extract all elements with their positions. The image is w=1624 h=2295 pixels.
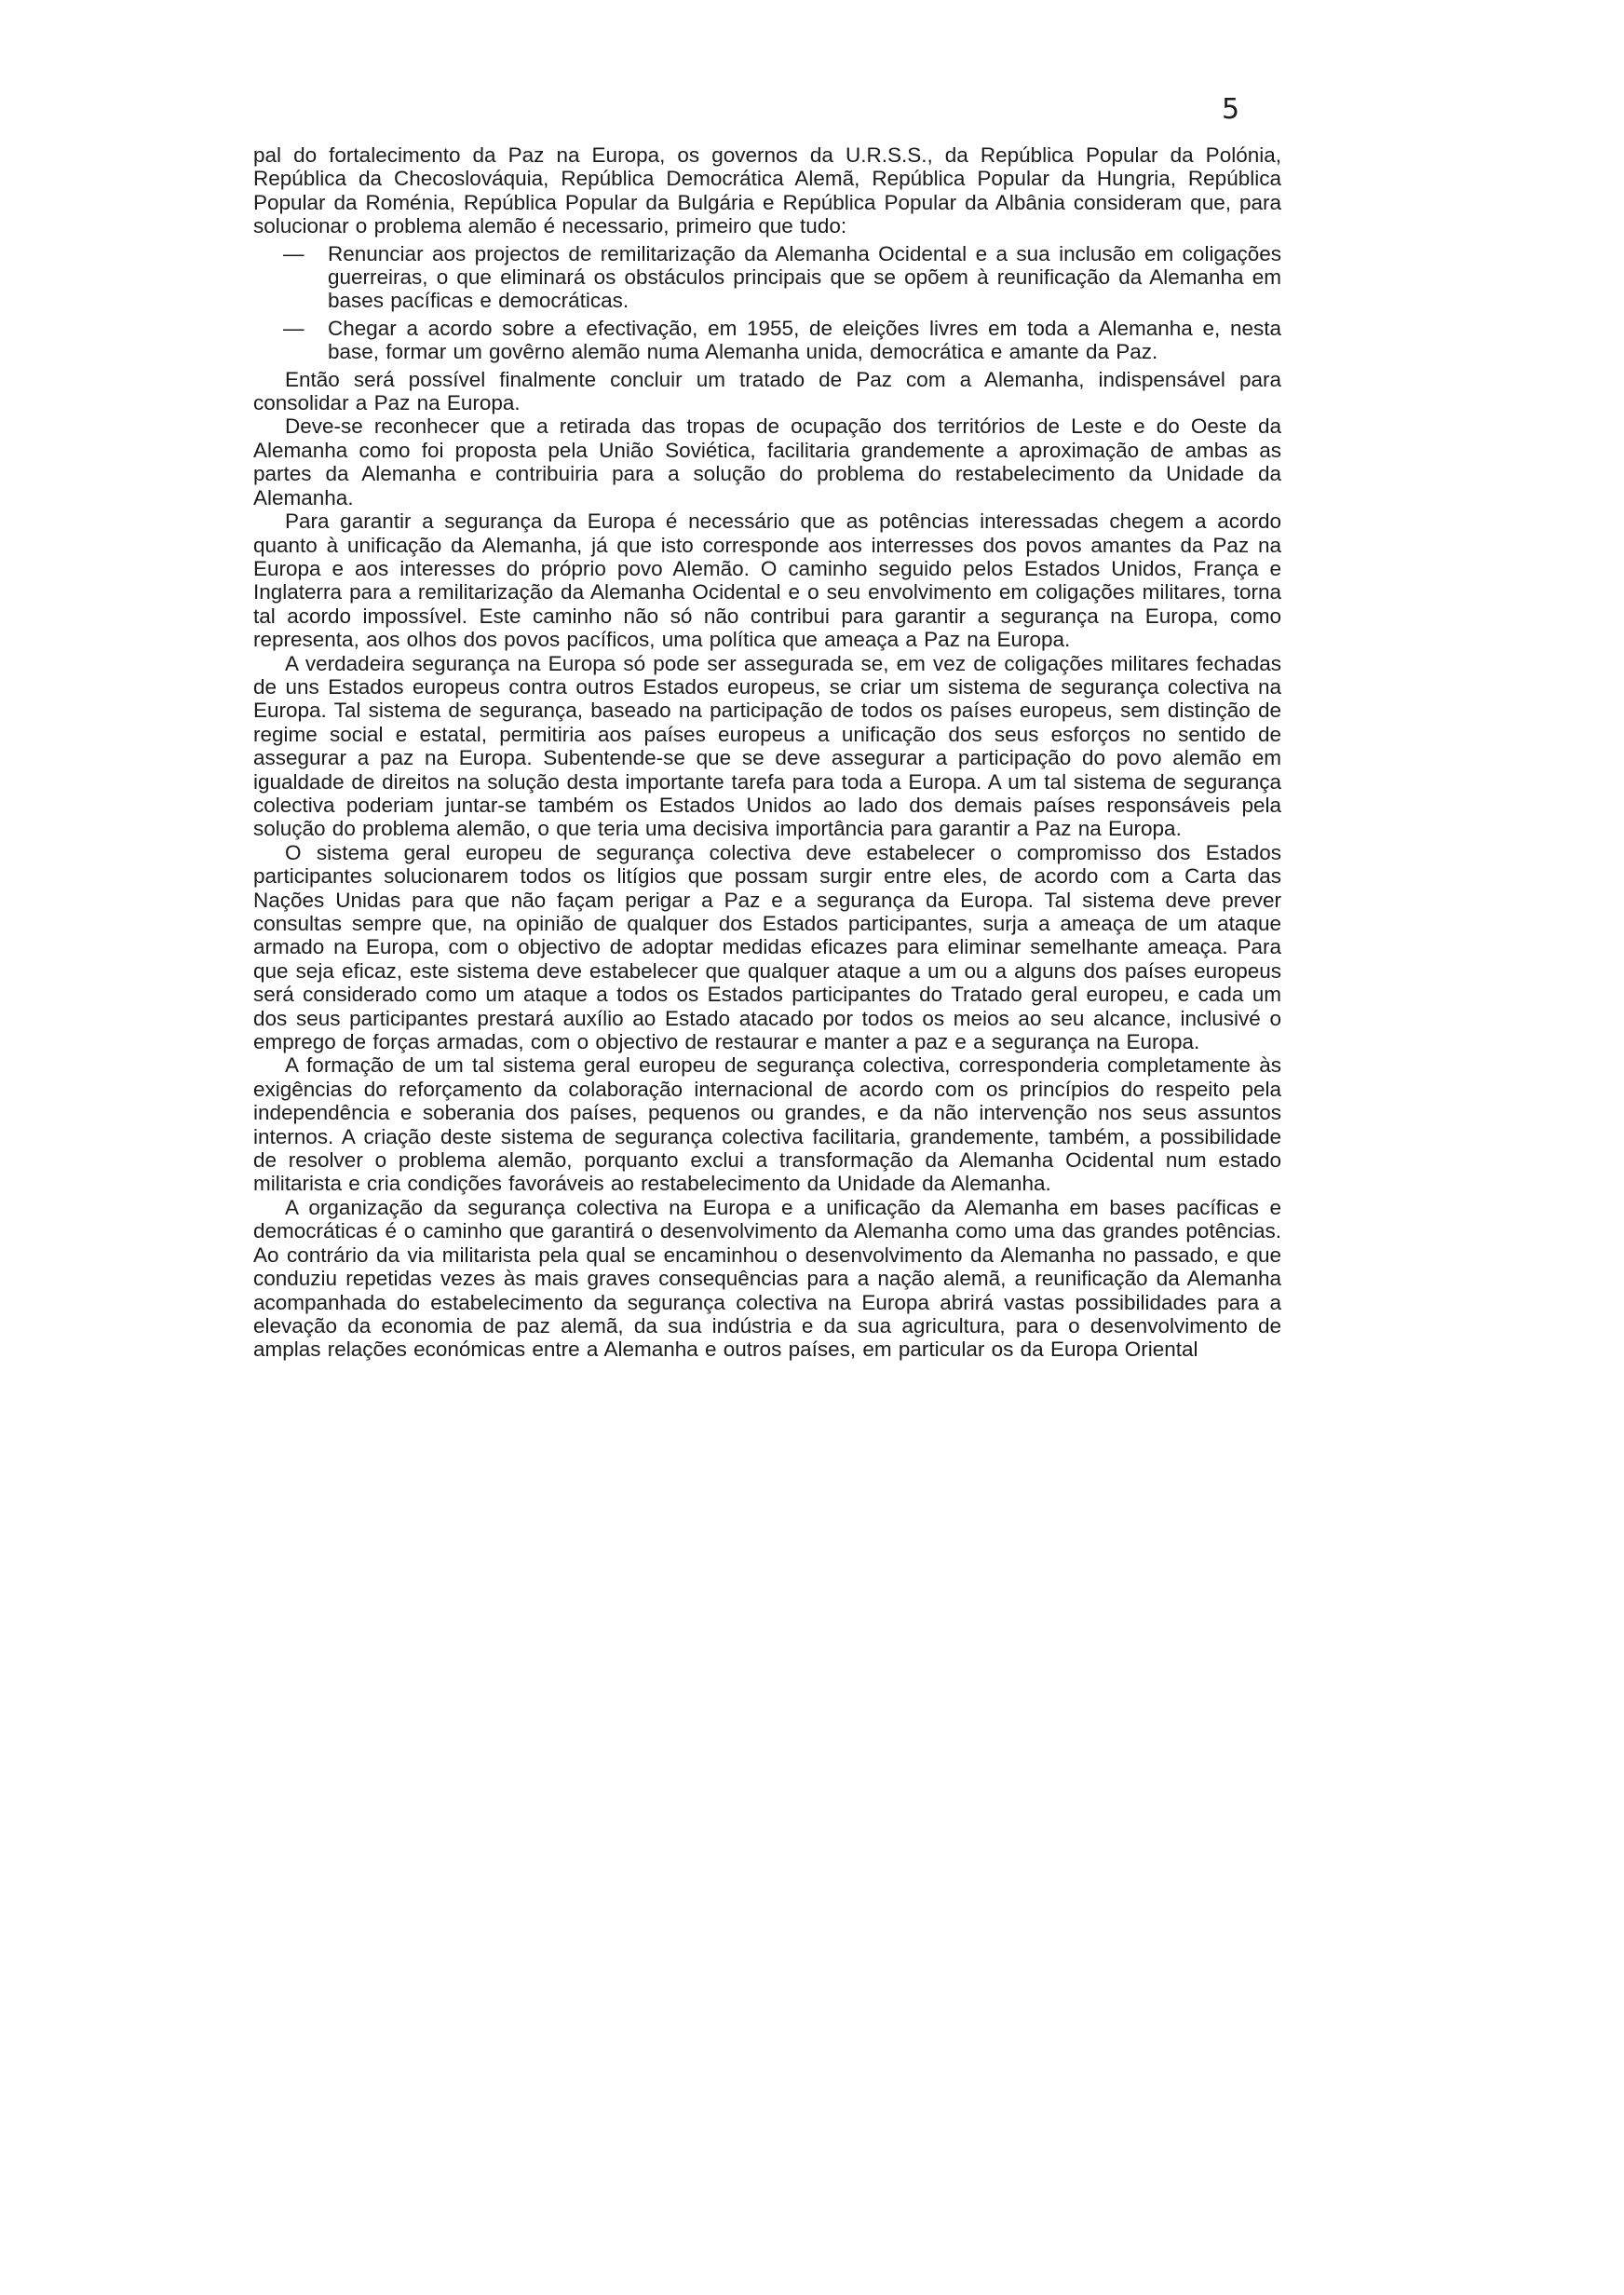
list-item: [253, 317, 1281, 364]
list-item: [253, 242, 1281, 313]
body-paragraph: Para garantir a segurança da Europa é necessário que as potências interessadas chegem a acordo quanto à unificação da Alemanha, já que isto corresponde aos interresses dos povos amantes da Paz na Europa e aos interesses do próprio povo Alemão. O caminho seguido pelos Estados Unidos, França e Inglaterra para a remilitarização da Alemanha Ocidental e o seu envolvimento em coligações militares, torna tal acordo impossível. Este caminho não só não contribui para garantir a segurança na Europa, como representa, aos olhos dos povos pacíficos, uma política que ameaça a Paz na Europa.: [253, 509, 1281, 652]
body-paragraph: Deve-se reconhecer que a retirada das tropas de ocupação dos territórios de Leste e do Oeste da Alemanha como foi proposta pela União Soviética, facilitaria grandemente a aproximação de ambas as partes da Alemanha e contribuiria para a solução do problema do restabelecimento da Unidade da Alemanha.: [253, 414, 1281, 509]
body-paragraph: O sistema geral europeu de segurança colectiva deve estabelecer o compromisso dos Estados participantes solucionarem todos os litígios que possam surgir entre eles, de acordo com a Carta das Nações Unidas para que não façam perigar a Paz e a segurança da Europa. Tal sistema deve prever consultas sempre que, na opinião de qualquer dos Estados participantes, surja a ameaça de um ataque armado na Europa, com o objectivo de adoptar medidas eficazes para eliminar semelhante ameaça. Para que seja eficaz, este sistema deve estabelecer que qualquer ataque a um ou a alguns dos países europeus será considerado como um ataque a todos os Estados participantes do Tratado geral europeu, e cada um dos seus participantes prestará auxílio ao Estado atacado por todos os meios ao seu alcance, inclusivé o emprego de forças armadas, com o objectivo de restaurar e manter a paz e a segurança na Europa.: [253, 840, 1281, 1054]
dash-bullet: —: [283, 241, 304, 265]
page-number: 5: [1222, 93, 1240, 126]
conditions-list: [253, 242, 1281, 364]
body-paragraph: A organização da segurança colectiva na Europa e a unificação da Alemanha em bases pacíficas e democráticas é o caminho que garantirá o desenvolvimento da Alemanha como uma das grandes potências. Ao contrário da via militarista pela qual se encaminhou o desenvolvimento da Alemanha no passado, e que conduziu repetidas vezes às mais graves consequências para a nação alemã, a reunificação da Alemanha acompanhada do estabelecimento da segurança colectiva na Europa abrirá vastas possibilidades para a elevação da economia de paz alemã, da sua indústria e da sua agricultura, para o desenvolvimento de amplas relações económicas entre a Alemanha e outros países, em particular os da Europa Oriental: [253, 1195, 1281, 1362]
intro-paragraph: pal do fortalecimento da Paz na Europa, os governos da U.R.S.S., da República Popular da Polónia, República da Checoslováquia, República Democrática Alemã, República Popular da Hungria, República Popular da Roménia, República Popular da Bulgária e República Popular da Albânia consideram que, para solucionar o problema alemão é necessario, primeiro que tudo:: [253, 143, 1281, 238]
body-paragraph: A verdadeira segurança na Europa só pode ser assegurada se, em vez de coligações militares fechadas de uns Estados europeus contra outros Estados europeus, se criar um sistema de segurança colectiva na Europa. Tal sistema de segurança, baseado na participação de todos os países europeus, sem distinção de regime social e estatal, permitiria aos países europeus a unificação dos seus esforços no sentido de assegurar a paz na Europa. Subentende-se que se deve assegurar a participação do povo alemão em igualdade de direitos na solução desta importante tarefa para toda a Europa. A um tal sistema de segurança colectiva poderiam juntar-se também os Estados Unidos ao lado dos demais países responsáveis pela solução do problema alemão, o que teria uma decisiva importância para garantir a Paz na Europa.: [253, 651, 1281, 841]
body-paragraph: A formação de um tal sistema geral europeu de segurança colectiva, corresponderia completamente às exigências do reforçamento da colaboração internacional de acordo com os princípios do respeito pela independência e soberania dos países, pequenos ou grandes, e da não intervenção nos seus assuntos internos. A criação deste sistema de segurança colectiva facilitaria, grandemente, também, a possibilidade de resolver o problema alemão, porquanto exclui a transformação da Alemanha Ocidental num estado militarista e cria condições favoráveis ao restabelecimento da Unidade da Alemanha.: [253, 1053, 1281, 1196]
body-paragraph: Então será possível finalmente concluir um tratado de Paz com a Alemanha, indispensável para consolidar a Paz na Europa.: [253, 367, 1281, 415]
list-item-text: Renunciar aos projectos de remilitarização da Alemanha Ocidental e a sua inclusão em coligações guerreiras, o que eliminará os obstáculos principais que se opõem à reunificação da Alemanha em bases pacíficas e democráticas.: [328, 241, 1281, 313]
dash-bullet: —: [283, 316, 304, 340]
document-body: [253, 143, 1281, 1362]
list-item-text: Chegar a acordo sobre a efectivação, em 1955, de eleições livres em toda a Alemanha e, nesta base, formar um govêrno alemão numa Alemanha unida, democrática e amante da Paz.: [328, 316, 1281, 364]
